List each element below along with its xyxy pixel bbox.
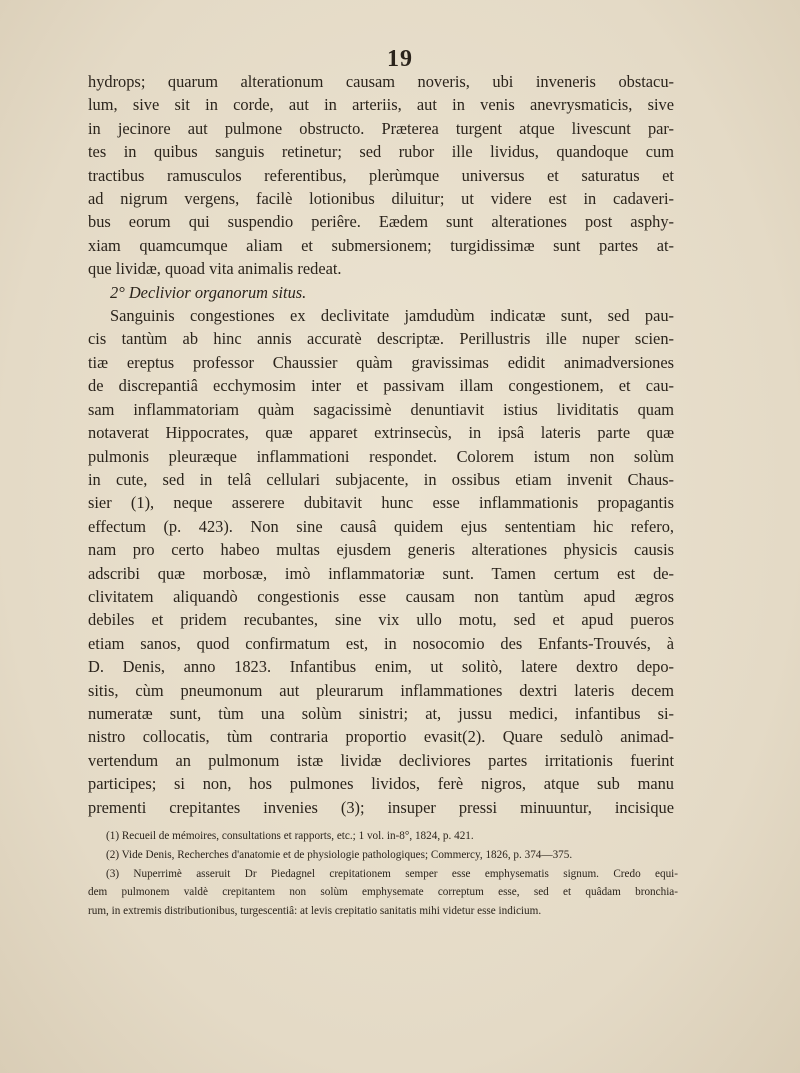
text-line: de discrepantiâ ecchymosim inter et passivam illam congestionem, et cau- (88, 376, 674, 396)
text-line: prementi crepitantes invenies (3); insuper pressi minuuntur, incisique (88, 797, 674, 817)
text-line: in cute, sed in telâ cellulari subjacente, in ossibus etiam invenit Chaus- (88, 469, 674, 489)
text-line: D. Denis, anno 1823. Infantibus enim, ut solitò, latere dextro depo- (88, 657, 674, 677)
text-line: sitis, cùm pneumonum aut pleurarum inflammationes dextri lateris decem (88, 680, 674, 700)
text-line: adscribi quæ morbosæ, imò inflammatoriæ sunt. Tamen certum est de- (88, 563, 674, 583)
text-line: participes; si non, hos pulmones lividos, ferè nigros, atque sub manu (88, 774, 674, 794)
text-line: Sanguinis congestiones ex declivitate jamdudùm indicatæ sunt, sed pau- (110, 306, 674, 326)
text-line: etiam sanos, quod confirmatum est, in nosocomio des Enfants-Trouvés, à (88, 633, 674, 653)
text-line: tractibus ramusculos referentibus, plerùmque universus et saturatus et (88, 165, 674, 185)
text-line: effectum (p. 423). Non sine causâ quidem ejus sententiam hic refero, (88, 516, 674, 536)
text-line: hydrops; quarum alterationum causam noveris, ubi inveneris obstacu- (88, 72, 674, 91)
text-line: que lividæ, quoad vita animalis redeat. (88, 259, 342, 279)
footnotes (88, 827, 678, 921)
text-line: bus eorum qui suspendio periêre. Eædem sunt alterationes post asphy- (88, 212, 674, 232)
text-line: nam pro certo habeo multas ejusdem generis alterationes physicis causis (88, 540, 674, 560)
text-line: pulmonis pleuræque inflammationi respondet. Colorem istum non solùm (88, 446, 674, 466)
footnote-line: rum, in extremis distributionibus, turgescentiâ: at levis crepitatio sanitatis mihi videtur esse indicium. (88, 905, 542, 918)
text-line: nistro collocatis, tùm contraria proportio evasit(2). Quare sedulò animad- (88, 727, 674, 747)
text-line: clivitatem aliquandò congestionis esse causam non tantùm apud ægros (88, 586, 674, 606)
text-line: vertendum an pulmonum istæ lividæ decliviores partes irritationis fuerint (88, 750, 674, 770)
text-line: cis tantùm ab hinc annis accuratè descriptæ. Perillustris ille nuper scien- (88, 329, 674, 349)
footnote-line: (1) Recueil de mémoires, consultations et rapports, etc.; 1 vol. in-8°, 1824, p. 421. (106, 830, 474, 842)
text-line: notaverat Hippocrates, quæ apparet extrinsecùs, in ipsâ lateris parte quæ (88, 423, 674, 443)
section-heading: 2° Declivior organorum situs. (110, 282, 307, 302)
text-line: sam inflammatoriam quàm sagacissimè denuntiavit istius lividitatis quam (88, 399, 674, 419)
text-line: tes in quibus sanguis retinetur; sed rubor ille lividus, quandoque cum (88, 142, 674, 162)
page-number: 19 (387, 46, 413, 72)
text-line: sier (1), neque asserere dubitavit hunc esse inflammationis propagantis (88, 493, 674, 513)
text-line: debiles et pridem recubantes, sine vix ullo motu, sed et apud pueros (88, 610, 674, 630)
text-line: lum, sive sit in corde, aut in arteriis, aut in venis anevrysmaticis, sive (88, 95, 674, 115)
footnote-line: dem pulmonem valdè crepitantem non solùm emphysemate correptum esse, sed et quâdam bronchia- (88, 886, 678, 899)
text-line: xiam quamcumque aliam et submersionem; turgidissimæ sunt partes at- (88, 235, 674, 255)
text-line: in jecinore aut pulmone obstructo. Præterea turgent atque livescunt par- (88, 118, 674, 138)
text-line: ad nigrum vergens, facilè lotionibus diluitur; ut videre est in cadaveri- (88, 189, 674, 209)
text-line: numeratæ sunt, tùm una solùm sinistri; at, jussu medici, infantibus si- (88, 703, 674, 723)
footnote-line: (2) Vide Denis, Recherches d'anatomie et de physiologie pathologiques; Commercy, 1826, p. 374—375. (106, 848, 573, 861)
text-line: tiæ ereptus professor Chaussier quàm gravissimas edidit animadversiones (88, 352, 674, 372)
body-text (88, 70, 674, 819)
footnote-line: (3) Nuperrimè asseruit Dr Piedagnel crepitationem semper esse emphysematis signum. Credo equi- (106, 867, 678, 880)
